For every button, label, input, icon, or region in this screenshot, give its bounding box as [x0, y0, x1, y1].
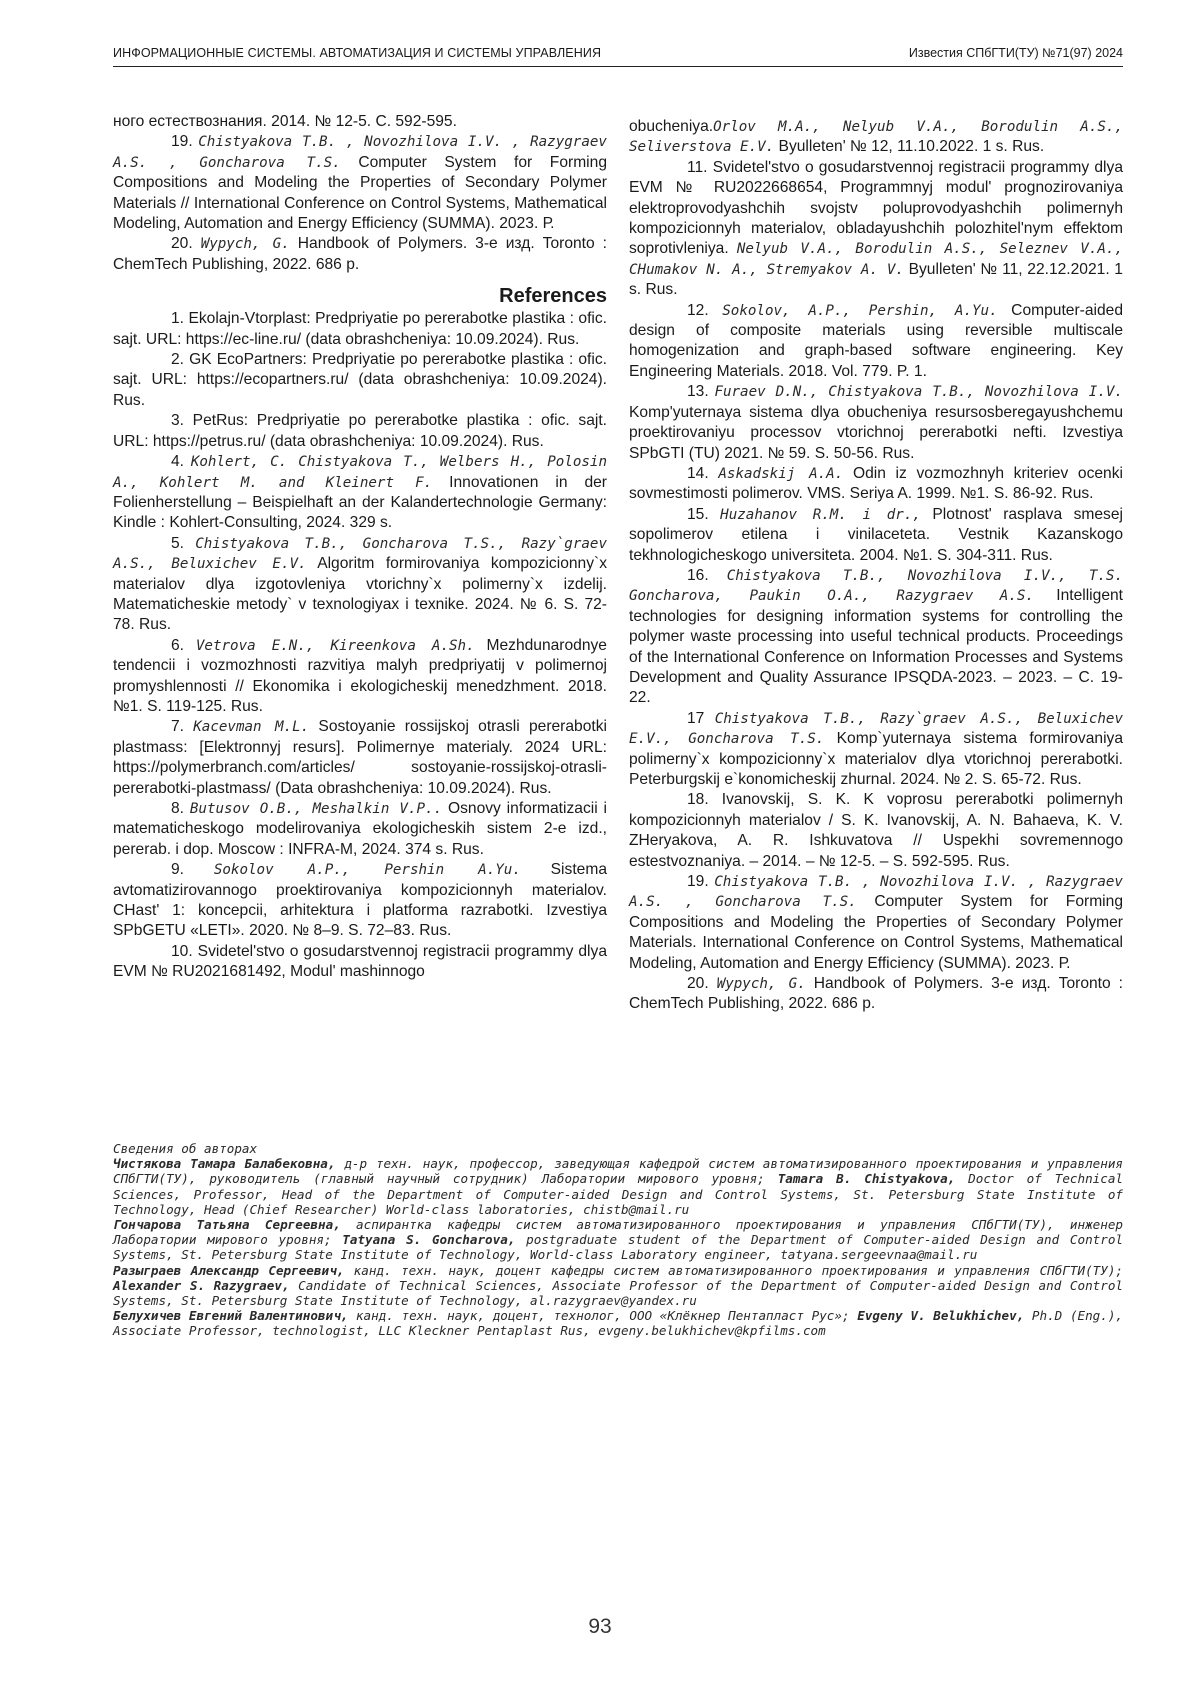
- ref-en-17: 17 Chistyakova T.B., Razy`graev A.S., Beluxichev E.V., Goncharova T.S. Komp`yuternaya sistema formirovaniya polimerny`x kompozicionny`x materialov dlya vtorichnoj pererabotki. Peterburgskij e`konomicheskij zhurnal. 2024. № 2. S. 65-72. Rus.: [629, 709, 1123, 791]
- ref-en-14: 14. Askadskij A.A. Odin iz vozmozhnyh kriteriev ocenki sovmestimosti polimerov. VMS. Seriya A. 1999. №1. S. 86-92. Rus.: [629, 464, 1123, 505]
- ref-en-20: 20. Wypych, G. Handbook of Polymers. 3-е изд. Toronto : ChemTech Publishing, 2022. 686 p.: [629, 974, 1123, 1015]
- page-number: 93: [0, 1615, 1200, 1639]
- ref-en-12: 12. Sokolov, A.P., Pershin, A.Yu. Computer-aided design of composite materials using reversible multiscale homogenization and graph-based software engineering. Key Engineering Materials. 2018. Vol. 779. P. 1.: [629, 301, 1123, 383]
- ref-en-6: 6. Vetrova E.N., Kireenkova A.Sh. Mezhdunarodnye tendencii i vozmozhnosti razvitiya malyh predpriyatij v polimernoj promyshlennosti // Ekonomika i ekologicheskij menedzhment. 2018. №1. S. 119-125. Rus.: [113, 636, 607, 718]
- header-journal-issue: Известия СПбГТИ(ТУ) №71(97) 2024: [909, 46, 1123, 60]
- ref-en-2: 2. GK EcoPartners: Predpriyatie po pererabotke plastika : ofic. sajt. URL: https://ecopartners.ru/ (data obrashcheniya: 10.09.2024). Rus.: [113, 350, 607, 411]
- ref-ru-19: 19. Chistyakova T.B. , Novozhilova I.V. , Razygraev A.S. , Goncharova T.S. Computer System for Forming Compositions and Modeling the Properties of Secondary Polymer Materials // International Conference on Control Systems, Mathematical Modeling, Automation and Energy Efficiency (SUMMA). 2023. Р.: [113, 132, 607, 234]
- ref-en-16: 16. Chistyakova T.B., Novozhilova I.V., T.S. Goncharova, Paukin O.A., Razygraev A.S. Intelligent technologies for designing information systems for controlling the polymer waste processing into useful technical products. Proceedings of the International Conference on Information Processes and Systems Development and Quality Assurance IPSQDA-2023. – 2023. – С. 19-22.: [629, 566, 1123, 709]
- ref-en-4: 4. Kohlert, C. Chistyakova T., Welbers H., Polosin A., Kohlert M. and Kleinert F. Innovationen in der Folienherstellung – Beispielhaft an der Kalandertechnologie Germany: Kindle : Kohlert-Consulting, 2024. 329 s.: [113, 452, 607, 534]
- author-2: Гончарова Татьяна Сергеевна, аспирантка кафедры систем автоматизированного проектирования и управления СПбГТИ(ТУ), инженер Лаборатории мирового уровня; Tatyana S. Goncharova, postgraduate student of the Department of Computer-aided Design and Control Systems, St. Petersburg State Institute of Technology, World-class Laboratory engineer, tatyana.sergeevnaa@mail.ru: [113, 1217, 1123, 1263]
- ref-en-10-continued: obucheniya.Orlov M.A., Nelyub V.A., Borodulin A.S., Seliverstova E.V. Byulleten' № 12, 11.10.2022. 1 s. Rus.: [629, 117, 1123, 158]
- continuation-line: ного естествознания. 2014. № 12-5. С. 592-595.: [113, 112, 607, 132]
- ref-en-5: 5. Chistyakova T.B., Goncharova T.S., Razy`graev A.S., Beluxichev E.V. Algoritm formirovaniya kompozicionny`x materialov dlya izgotovleniya vtorichny`x polimerny`x izdelij. Matematicheskie metody` v texnologiyax i texnike. 2024. № 6. S. 72-78. Rus.: [113, 534, 607, 636]
- right-column: [629, 117, 1123, 1015]
- header-section-title: ИНФОРМАЦИОННЫЕ СИСТЕМЫ. АВТОМАТИЗАЦИЯ И СИСТЕМЫ УПРАВЛЕНИЯ: [113, 46, 601, 60]
- ref-en-18: 18. Ivanovskij, S. K. K voprosu pererabotki polimernyh kompozicionnyh materialov / S. K. Ivanovskij, A. N. Bahaeva, K. V. ZHeryakova, A. R. Ishkuvatova // Uspekhi sovremennogo estestvoznaniya. – 2014. – № 12-5. – S. 592-595. Rus.: [629, 790, 1123, 872]
- ref-en-7: 7. Kacevman M.L. Sostoyanie rossijskoj otrasli pererabotki plastmass: [Elektronnyj resurs]. Polimernye materialy. 2024 URL: https://polymerbranch.com/articles/ sostoyanie-rossijskoj-otrasli-pererabotki-plastmass/ (Data obrashcheniya: 10.09.2024). Rus.: [113, 717, 607, 799]
- ref-en-8: 8. Butusov O.B., Meshalkin V.P.. Osnovy informatizacii i matematicheskogo modelirovaniya ekologicheskih sistem 2-e izd., pererab. i dop. Moscow : INFRA-M, 2024. 374 s. Rus.: [113, 799, 607, 860]
- author-information: [113, 1141, 1123, 1339]
- ref-en-15: 15. Huzahanov R.M. i dr., Plotnost' rasplava smesej sopolimerov etilena i vinilaceteta. Vestnik Kazanskogo tekhnologicheskogo universiteta. 2004. №1. S. 304-311. Rus.: [629, 505, 1123, 566]
- ref-en-13: 13. Furaev D.N., Chistyakova T.B., Novozhilova I.V. Komp'yuternaya sistema dlya obucheniya resursosberegayushchemu proektirovaniyu processov vtorichnoj pererabotki nefti. Izvestiya SPbGTI (TU) 2021. № 59. S. 50-56. Rus.: [629, 382, 1123, 464]
- ref-en-1: 1. Ekolajn-Vtorplast: Predpriyatie po pererabotke plastika : ofic. sajt. URL: https://ec-line.ru/ (data obrashcheniya: 10.09.2024). Rus.: [113, 309, 607, 350]
- ref-en-10: 10. Svidetel'stvo o gosudarstvennoj registracii programmy dlya EVM № RU2021681492, Modul' mashinnogo: [113, 942, 607, 983]
- ref-en-19: 19. Chistyakova T.B. , Novozhilova I.V. , Razygraev A.S. , Goncharova T.S. Computer System for Forming Compositions and Modeling the Properties of Secondary Polymer Materials. International Conference on Control Systems, Mathematical Modeling, Automation and Energy Efficiency (SUMMA). 2023. Р.: [629, 872, 1123, 974]
- authors-title: Сведения об авторах: [113, 1141, 1123, 1156]
- running-header: [113, 42, 1123, 67]
- author-1: Чистякова Тамара Балабековна, д-р техн. наук, профессор, заведующая кафедрой систем автоматизированного проектирования и управления СПбГТИ(ТУ), руководитель (главный научный сотрудник) Лаборатории мирового уровня; Tamara B. Chistyakova, Doctor of Technical Sciences, Professor, Head of the Department of Computer-aided Design and Control Systems, St. Petersburg State Institute of Technology, Head (Chief Researcher) World-class laboratories, chistb@mail.ru: [113, 1156, 1123, 1217]
- author-4: Белухичев Евгений Валентинович, канд. техн. наук, доцент, технолог, ООО «Клёкнер Пентапласт Рус»; Evgeny V. Belukhichev, Ph.D (Eng.), Associate Professor, technologist, LLC Kleckner Pentaplast Rus, evgeny.belukhichev@kpfilms.com: [113, 1308, 1123, 1338]
- references-heading: References: [113, 283, 607, 309]
- ref-en-11: 11. Svidetel'stvo o gosudarstvennoj registracii programmy dlya EVM № RU2022668654, Programmnyj modul' prognozirovaniya elektroprovodyashchih svojstv poluprovodyashchih polimernyh kompozicionnyh materialov, obladayushchih polozhitel'nym effektom soprotivleniya. Nelyub V.A., Borodulin A.S., Seleznev V.A., CHumakov N. A., Stremyakov A. V. Byulleten' № 11, 22.12.2021. 1 s. Rus.: [629, 158, 1123, 301]
- ref-en-9: 9. Sokolov A.P., Pershin A.Yu. Sistema avtomatizirovannogo proektirovaniya kompozicionnyh materialov. CHast' 1: koncepcii, arhitektura i platforma razrabotki. Izvestiya SPbGETU «LETI». 2020. № 8–9. S. 72–83. Rus.: [113, 860, 607, 942]
- left-column: [113, 112, 607, 983]
- author-3: Разыграев Александр Сергеевич, канд. техн. наук, доцент кафедры систем автоматизированного проектирования и управления СПбГТИ(ТУ); Alexander S. Razygraev, Candidate of Technical Sciences, Associate Professor of the Department of Computer-aided Design and Control Systems, St. Petersburg State Institute of Technology, al.razygraev@yandex.ru: [113, 1263, 1123, 1309]
- ref-ru-20: 20. Wypych, G. Handbook of Polymers. 3-е изд. Toronto : ChemTech Publishing, 2022. 686 p.: [113, 234, 607, 275]
- ref-en-3: 3. PetRus: Predpriyatie po pererabotke plastika : ofic. sajt. URL: https://petrus.ru/ (data obrashcheniya: 10.09.2024). Rus.: [113, 411, 607, 452]
